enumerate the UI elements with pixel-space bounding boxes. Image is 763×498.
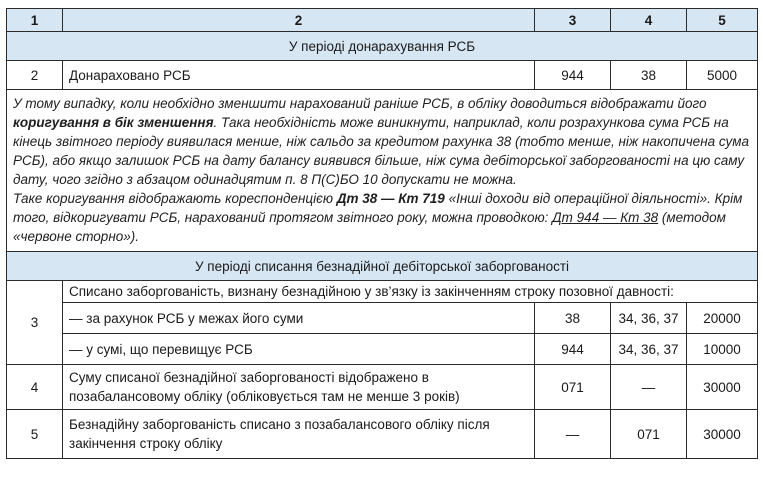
section-writeoff-row <box>7 252 758 281</box>
debit-account: 944 <box>535 334 611 365</box>
section-accrual-title: У періоді донарахування РСБ <box>7 32 758 61</box>
amount: 10000 <box>687 334 758 365</box>
note-text-part: Таке коригування відображають кореспонденцією <box>13 191 337 206</box>
header-col-1: 1 <box>7 9 63 32</box>
section-writeoff-title: У періоді списання безнадійної дебіторської заборгованості <box>7 252 758 281</box>
note-row <box>7 90 758 252</box>
header-col-2: 2 <box>63 9 535 32</box>
note-emphasis: коригування в бік зменшення <box>13 115 214 130</box>
row-description: — у сумі, що перевищує РСБ <box>63 334 535 365</box>
section-accrual-row <box>7 32 758 61</box>
note-text-part: . Така необхідність може виникнути, наприклад, коли розрахункова сума РСБ на кінець звітного періоду виявилася менше, ніж сальдо за кредитом рахунка 38 (тобто менше, ніж накопичена сума РСБ), або якщо залишок РСБ на дату балансу виявився більше, ніж сума дебіторської заборгованості на цю саму дату, чого згідно з абзацом одинадцятим п. 8 П(С)БО 10 допускати не можна. <box>13 115 749 187</box>
table-row <box>7 281 758 303</box>
row-number: 3 <box>7 281 63 365</box>
credit-account: 34, 36, 37 <box>611 303 687 334</box>
row-description: Списано заборгованість, визнану безнадійною у зв’язку із закінченням строку позовної давності: <box>63 281 758 303</box>
note-text <box>7 90 758 252</box>
table-row <box>7 410 758 459</box>
debit-account: 944 <box>535 61 611 90</box>
note-text-part: (методом «червоне сторно»). <box>13 210 726 244</box>
credit-account: 34, 36, 37 <box>611 334 687 365</box>
table-row <box>7 61 758 90</box>
header-col-3: 3 <box>535 9 611 32</box>
header-row <box>7 9 758 32</box>
amount: 5000 <box>687 61 758 90</box>
accounting-table <box>6 8 758 459</box>
row-description: Безнадійну заборгованість списано з позабалансового обліку після закінчення строку обліку <box>63 410 535 459</box>
table-row <box>7 365 758 410</box>
credit-account: 38 <box>611 61 687 90</box>
amount: 30000 <box>687 410 758 459</box>
credit-account: — <box>611 365 687 410</box>
row-description: — за рахунок РСБ у межах його суми <box>63 303 535 334</box>
note-entry-bold: Дт 38 — Кт 719 <box>336 191 445 206</box>
table-row <box>7 334 758 365</box>
debit-account: 38 <box>535 303 611 334</box>
note-entry-link[interactable]: Дт 944 — Кт 38 <box>552 210 659 225</box>
debit-account: — <box>535 410 611 459</box>
credit-account: 071 <box>611 410 687 459</box>
note-text-part: У тому випадку, коли необхідно зменшити нарахований раніше РСБ, в обліку доводиться відображати його <box>13 96 707 111</box>
row-description: Донараховано РСБ <box>63 61 535 90</box>
note-text-part: «Інші доходи від операційної діяльності». Крім того, відкоригувати РСБ, нарахований протягом звітного року, можна проводкою: <box>13 191 743 225</box>
header-col-4: 4 <box>611 9 687 32</box>
row-number: 4 <box>7 365 63 410</box>
amount: 20000 <box>687 303 758 334</box>
row-number: 2 <box>7 61 63 90</box>
amount: 30000 <box>687 365 758 410</box>
debit-account: 071 <box>535 365 611 410</box>
row-description: Суму списаної безнадійної заборгованості відображено в позабалансовому обліку (обліковується там не менше 3 років) <box>63 365 535 410</box>
table-row <box>7 303 758 334</box>
row-number: 5 <box>7 410 63 459</box>
header-col-5: 5 <box>687 9 758 32</box>
